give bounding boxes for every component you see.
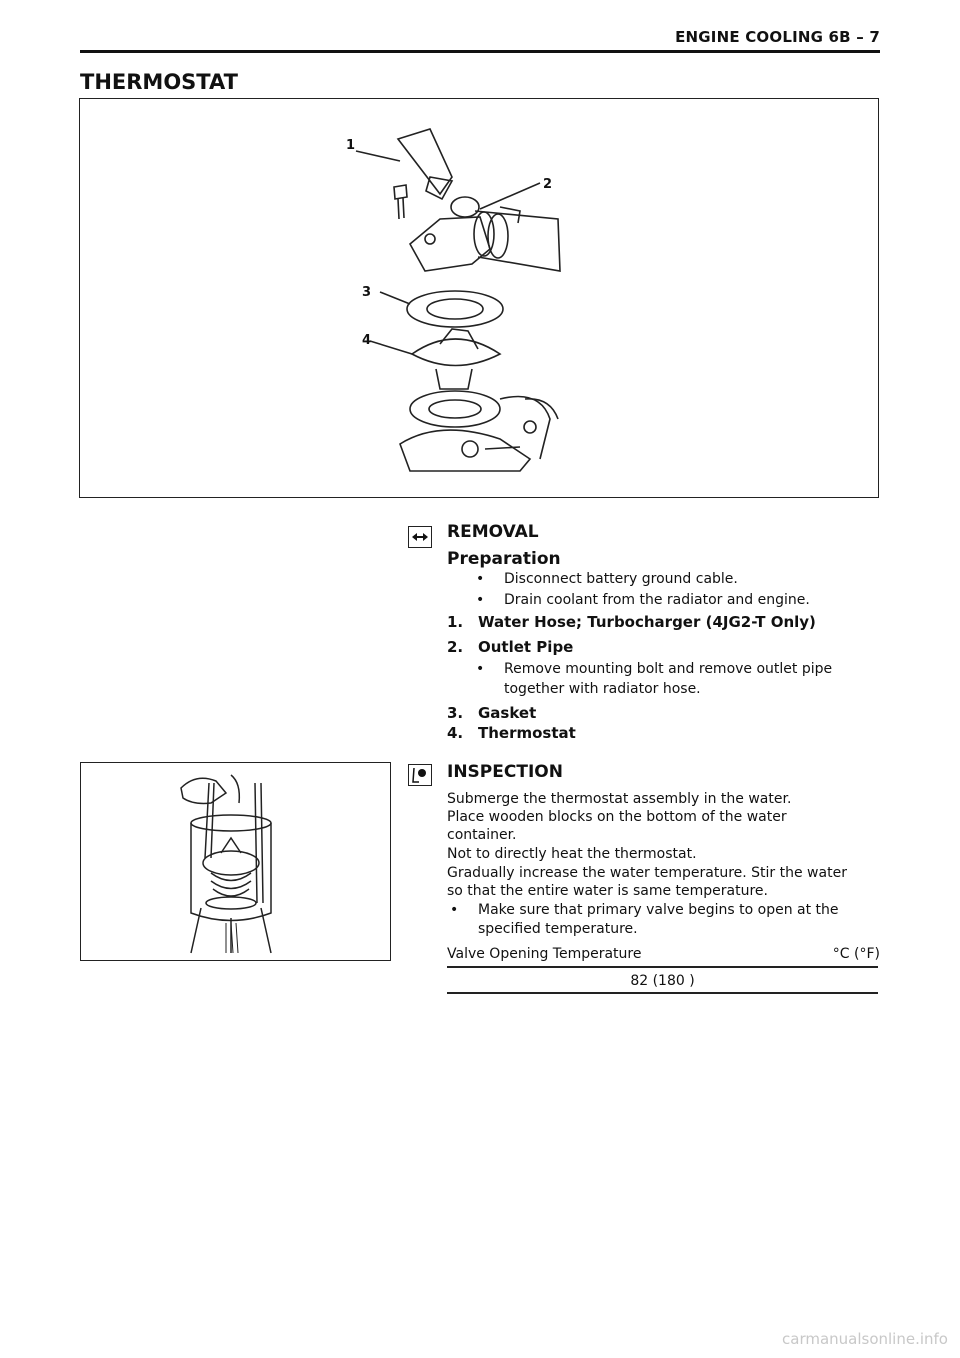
removal-item-number: 1. (447, 613, 464, 631)
inspection-line: so that the entire water is same temperature. (447, 883, 768, 899)
outlet-housing-drawing (410, 217, 490, 271)
inspection-magnifier-icon (408, 764, 432, 786)
watermark-text: carmanualsonline.info (782, 1330, 948, 1348)
inspection-line: Submerge the thermostat assembly in the water. (447, 791, 792, 807)
removal-heading: REMOVAL (447, 522, 539, 542)
removal-item-label: Gasket (478, 704, 537, 722)
thermostat-diagram (80, 99, 878, 497)
thermostat-exploded-figure (79, 98, 879, 498)
bolt-drawing (394, 185, 407, 199)
hand-drawing (181, 778, 226, 803)
prep-bullet: • Disconnect battery ground cable. (504, 569, 738, 589)
callout-leader-1 (356, 151, 400, 161)
beaker-test-diagram (81, 763, 390, 960)
callout-3: 3 (362, 285, 372, 300)
stirring-rod-drawing (205, 783, 214, 858)
spec-table-value: 82 (180 ) (630, 973, 695, 989)
page-header-title: ENGINE COOLING 6B – 7 (675, 28, 880, 46)
inspection-line: Gradually increase the water temperature. Stir the water (447, 865, 847, 881)
removal-item-label: Outlet Pipe (478, 638, 574, 656)
preparation-subheading: Preparation (447, 549, 561, 569)
spec-table-rule-bottom (447, 992, 878, 994)
removal-arrows-icon (408, 526, 432, 548)
spec-table-header-right: °C (°F) (832, 946, 880, 962)
inspection-line: Place wooden blocks on the bottom of the water (447, 809, 787, 825)
removal-item-number: 4. (447, 724, 464, 742)
header-rule (80, 50, 880, 53)
callout-2: 2 (543, 177, 553, 192)
inspection-line: Not to directly heat the thermostat. (447, 846, 697, 862)
spec-table-rule-top (447, 966, 878, 968)
inspection-heading: INSPECTION (447, 762, 563, 782)
callout-leader-3 (380, 292, 410, 304)
removal-item-label: Thermostat (478, 724, 576, 742)
removal-item-label: Water Hose; Turbocharger (4JG2-T Only) (478, 613, 816, 631)
callout-4: 4 (362, 333, 372, 348)
thermometer-drawing (255, 783, 263, 903)
removal-item-number: 3. (447, 704, 464, 722)
callout-1: 1 (346, 138, 356, 153)
thermostat-drawing (412, 339, 500, 366)
item2-bullet: • Remove mounting bolt and remove outlet pipe (504, 659, 832, 679)
prep-bullet: • Drain coolant from the radiator and engine. (504, 590, 810, 610)
callout-leader-4 (370, 341, 412, 354)
thermostat-test-figure (80, 762, 391, 961)
removal-item-number: 2. (447, 638, 464, 656)
section-title: THERMOSTAT (80, 70, 238, 94)
inspection-bullet-cont: specified temperature. (478, 921, 638, 937)
callout-leader-2 (480, 183, 540, 209)
spec-table-header-left: Valve Opening Temperature (447, 946, 642, 962)
item2-bullet-cont: together with radiator hose. (504, 681, 701, 697)
gasket-drawing (407, 291, 503, 327)
inspection-bullet: • Make sure that primary valve begins to open at the (478, 900, 839, 920)
inspection-line: container. (447, 827, 517, 843)
